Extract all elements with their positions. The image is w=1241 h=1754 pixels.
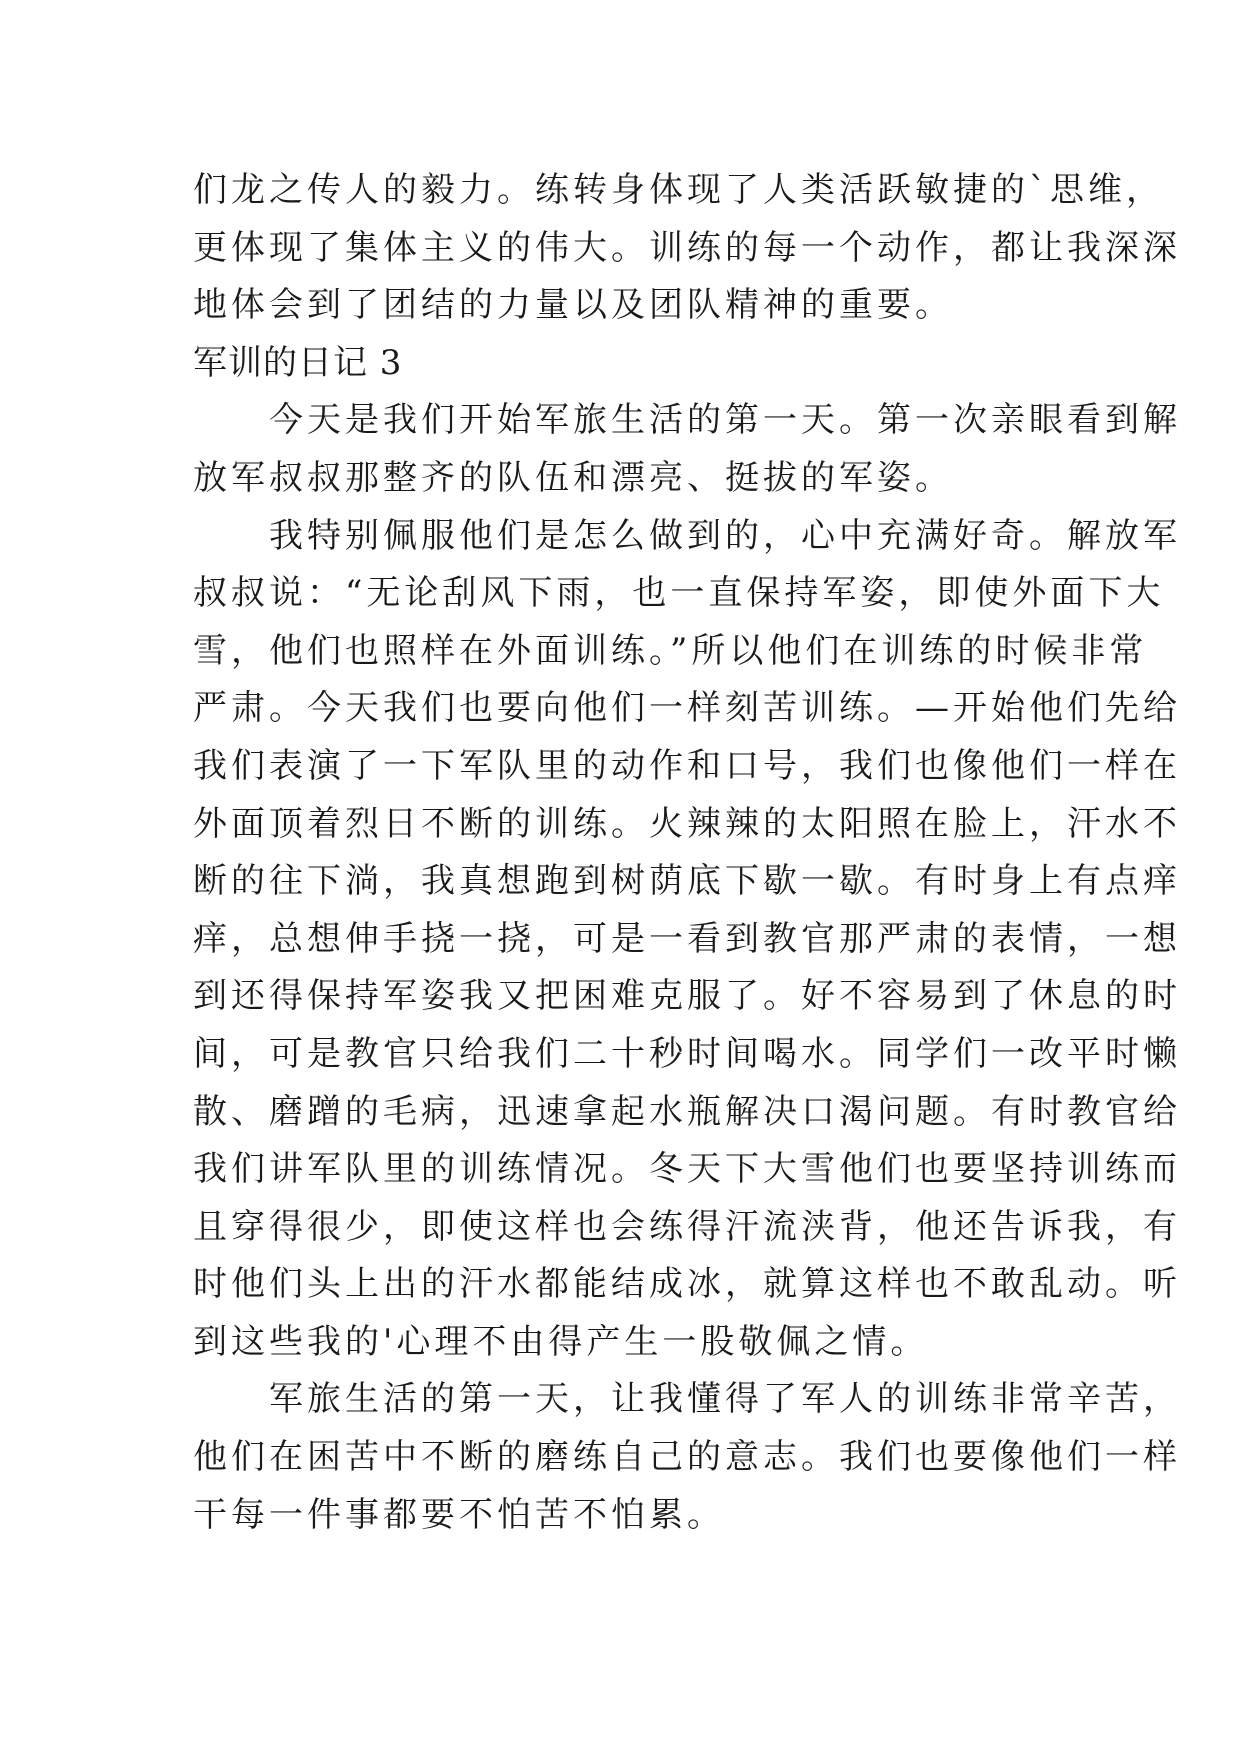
body-line: 间，可是教官只给我们二十秒时间喝水。同学们一改平时懒 <box>193 1033 1181 1074</box>
body-line: 我们讲军队里的训练情况。冬天下大雪他们也要坚持训练而 <box>193 1149 1181 1190</box>
body-line: 到这些我的'心理不由得产生一股敬佩之情。 <box>193 1321 929 1362</box>
body-line: 放军叔叔那整齐的队伍和漂亮、挺拔的军姿。 <box>193 457 953 498</box>
body-line: 更体现了集体主义的伟大。训练的每一个动作，都让我深深 <box>193 227 1181 268</box>
body-line: 且穿得很少，即使这样也会练得汗流浃背，他还告诉我，有 <box>193 1206 1181 1247</box>
body-line: 他们在困苦中不断的磨练自己的意志。我们也要像他们一样 <box>193 1437 1181 1478</box>
body-line: 雪，他们也照样在外面训练。”所以他们在训练的时候非常 <box>193 630 1148 671</box>
body-line: 散、磨蹭的毛病，迅速拿起水瓶解决口渴问题。有时教官给 <box>193 1091 1181 1132</box>
body-line: 我特别佩服他们是怎么做到的，心中充满好奇。解放军 <box>193 515 1181 556</box>
body-line: 时他们头上出的汗水都能结成冰，就算这样也不敢乱动。听 <box>193 1264 1181 1305</box>
body-line: 们龙之传人的毅力。练转身体现了人类活跃敏捷的`思维， <box>193 170 1164 210</box>
body-line: 地体会到了团结的力量以及团队精神的重要。 <box>193 285 953 326</box>
body-line: 叔叔说：“无论刮风下雨，也一直保持军姿，即使外面下大 <box>193 573 1165 614</box>
body-line: 痒，总想伸手挠一挠，可是一看到教官那严肃的表情，一想 <box>193 918 1181 959</box>
body-line: 军旅生活的第一天，让我懂得了军人的训练非常辛苦， <box>193 1379 1181 1420</box>
body-line: 我们表演了一下军队里的动作和口号，我们也像他们一样在 <box>193 745 1181 786</box>
body-line: 到还得保持军姿我又把困难克服了。好不容易到了休息的时 <box>193 976 1181 1017</box>
document-body <box>193 162 1181 1544</box>
body-line: 干每一件事都要不怕苦不怕累。 <box>193 1494 725 1535</box>
body-line: 外面顶着烈日不断的训练。火辣辣的太阳照在脸上，汗水不 <box>193 803 1181 844</box>
body-line: 严肃。今天我们也要向他们一样刻苦训练。—开始他们先给 <box>193 688 1181 729</box>
body-line: 今天是我们开始军旅生活的第一天。第一次亲眼看到解 <box>193 400 1181 441</box>
section-heading: 军训的日记 3 <box>193 342 403 383</box>
body-line: 断的往下淌，我真想跑到树荫底下歇一歇。有时身上有点痒 <box>193 861 1181 902</box>
